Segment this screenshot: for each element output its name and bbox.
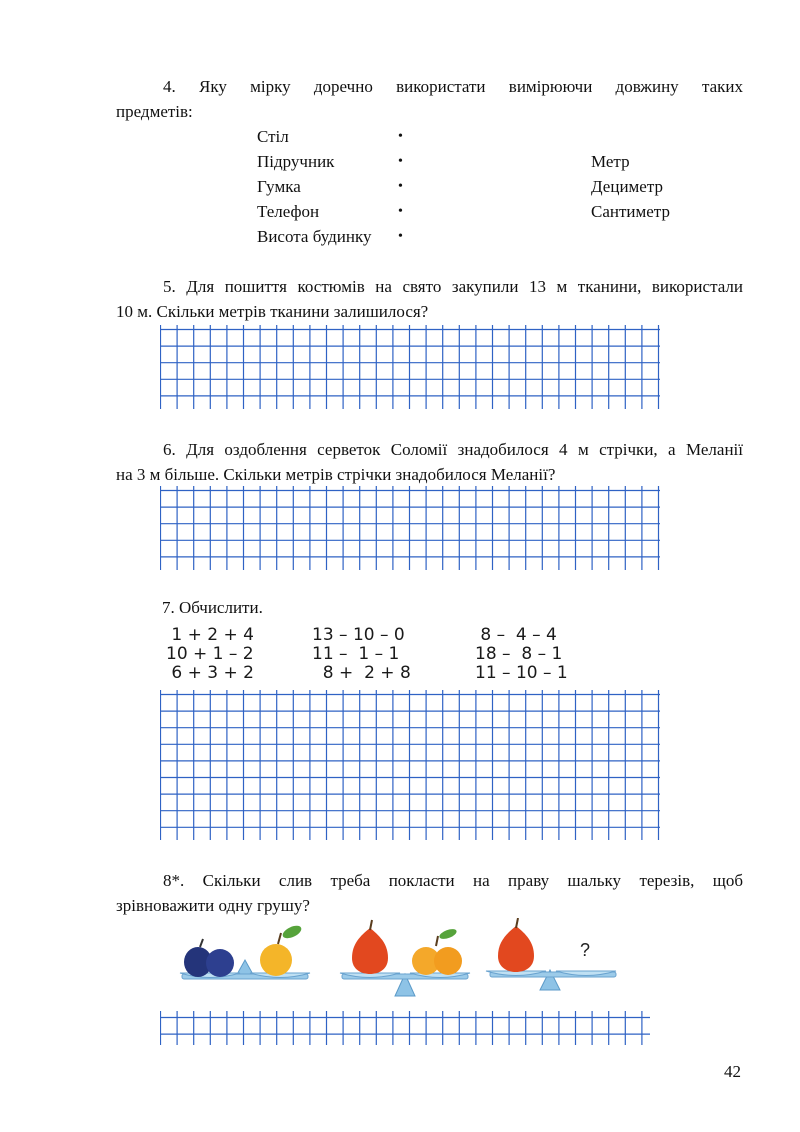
match-dot[interactable]: • (398, 179, 403, 194)
task5-question: 5. Для пошиття костюмів на свято закупили 13 м тканини, використали 10 м. Скільки метрів тканини залишилося? (116, 277, 743, 321)
balance-scale (486, 918, 616, 990)
unit-decimeter: Дециметр (591, 177, 663, 196)
unit-centimeter: Сантиметр (591, 202, 670, 221)
unit-meter: Метр (591, 152, 630, 171)
match-dot[interactable]: • (398, 154, 403, 169)
answer-grid-task7[interactable] (160, 690, 660, 840)
question-mark: ? (580, 940, 591, 960)
task6-question: 6. Для оздоблення серветок Соломії знадобилося 4 м стрічки, а Меланії на 3 м більше. Скільки метрів стрічки знадобилося Меланії? (116, 440, 743, 484)
apple-icon (260, 944, 292, 976)
pear-icon (352, 928, 388, 974)
plum-icon (206, 949, 234, 977)
balance-scales-illustration (170, 918, 640, 1010)
answer-grid-task8[interactable] (160, 1011, 650, 1045)
expression: 13 – 10 – 0 (312, 625, 405, 645)
expression: 1 + 2 + 4 (166, 625, 254, 645)
expression: 18 – 8 – 1 (475, 644, 563, 664)
leaf-icon (438, 927, 458, 941)
answer-grid-task6[interactable] (160, 486, 660, 570)
balance-scale (180, 923, 310, 979)
leaf-icon (281, 923, 303, 941)
expression: 10 + 1 – 2 (166, 644, 254, 664)
expression: 8 + 2 + 8 (312, 663, 411, 683)
item-textbook: Підручник (257, 152, 335, 171)
item-phone: Телефон (257, 202, 320, 221)
task8-question: 8*. Скільки слив треба покласти на праву шальку терезів, щоб зрівноважити одну грушу? (116, 871, 743, 915)
answer-grid-task5[interactable] (160, 325, 660, 409)
expression: 6 + 3 + 2 (166, 663, 254, 683)
match-dot[interactable]: • (398, 229, 403, 244)
item-table: Стіл (257, 127, 289, 146)
apple-icon (434, 947, 462, 975)
expression: 8 – 4 – 4 (475, 625, 557, 645)
page-number: 42 (724, 1062, 741, 1081)
task7-title: 7. Обчислити. (162, 598, 263, 617)
item-building-height: Висота будинку (257, 227, 372, 246)
match-dot[interactable]: • (398, 129, 403, 144)
match-dot[interactable]: • (398, 204, 403, 219)
balance-scale (340, 920, 470, 996)
pear-icon (498, 926, 534, 972)
task4-question: 4. Яку мірку доречно використати вимірюючи довжину таких предметів: (116, 77, 743, 121)
item-eraser: Гумка (257, 177, 301, 196)
expression: 11 – 1 – 1 (312, 644, 400, 664)
expression: 11 – 10 – 1 (475, 663, 568, 683)
